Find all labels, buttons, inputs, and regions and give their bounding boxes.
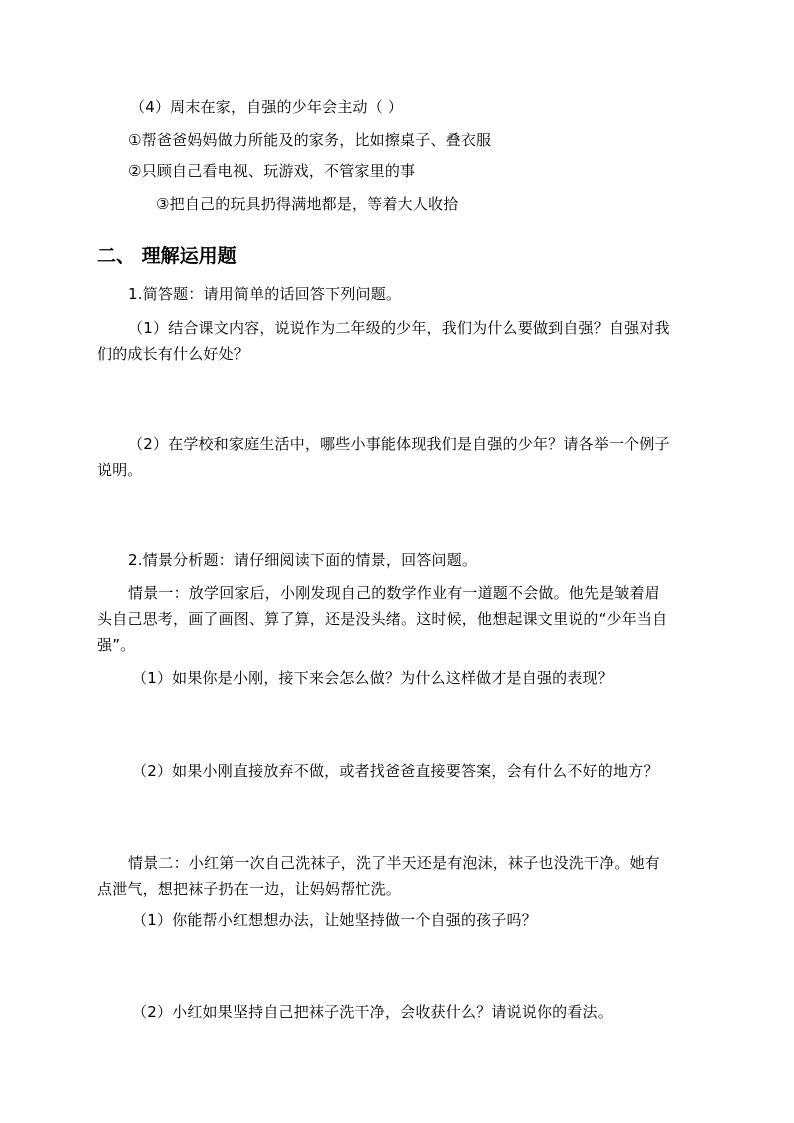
- section-heading: 二、 理解运用题: [97, 245, 237, 267]
- short-answer-q1-line-2: 们的成长有什么好处？: [97, 345, 250, 363]
- question-4-stem: （4）周末在家，自强的少年会主动（ ）: [130, 98, 404, 116]
- question-4-option-1: ①帮爸爸妈妈做力所能及的家务，比如擦桌子、叠衣服: [128, 131, 492, 149]
- scenario-1-line-2: 头自己思考，画了画图、算了算，还是没头绪。这时候，他想起课文里说的“少年当自: [97, 610, 668, 628]
- short-answer-q1-line-1: （1）结合课文内容，说说作为二年级的少年，我们为什么要做到自强？自强对我: [128, 319, 670, 337]
- scenario-1-line-3: 强”。: [97, 636, 136, 654]
- question-4-option-2: ②只顾自己看电视、玩游戏，不管家里的事: [128, 162, 416, 180]
- short-answer-q2-line-1: （2）在学校和家庭生活中，哪些小事能体现我们是自强的少年？请各举一个例子: [128, 435, 670, 453]
- scenario-2-line-1: 情景二：小红第一次自己洗袜子，洗了半天还是有泡沫，袜子也没洗干净。她有: [128, 854, 661, 872]
- scenario-analysis-title: 2.情景分析题：请仔细阅读下面的情景，回答问题。: [128, 551, 478, 569]
- question-4-option-3: ③把自己的玩具扔得满地都是，等着大人收拾: [156, 195, 459, 213]
- short-answer-q2-line-2: 说明。: [97, 461, 143, 479]
- scenario-1-question-2: （2）如果小刚直接放弃不做，或者找爸爸直接要答案，会有什么不好的地方？: [132, 762, 659, 780]
- scenario-2-question-2: （2）小红如果坚持自己把袜子洗干净，会收获什么？请说说你的看法。: [132, 1003, 613, 1021]
- scenario-2-question-1: （1）你能帮小红想想办法，让她坚持做一个自强的孩子吗？: [132, 911, 537, 929]
- scenario-1-question-1: （1）如果你是小刚，接下来会怎么做？为什么这样做才是自强的表现？: [132, 669, 613, 687]
- short-answer-title: 1.简答题：请用简单的话回答下列问题。: [128, 285, 402, 303]
- scenario-1-line-1: 情景一：放学回家后，小刚发现自己的数学作业有一道题不会做。他先是皱着眉: [128, 584, 661, 602]
- scenario-2-line-2: 点泄气，想把袜子扔在一边，让妈妈帮忙洗。: [97, 880, 402, 898]
